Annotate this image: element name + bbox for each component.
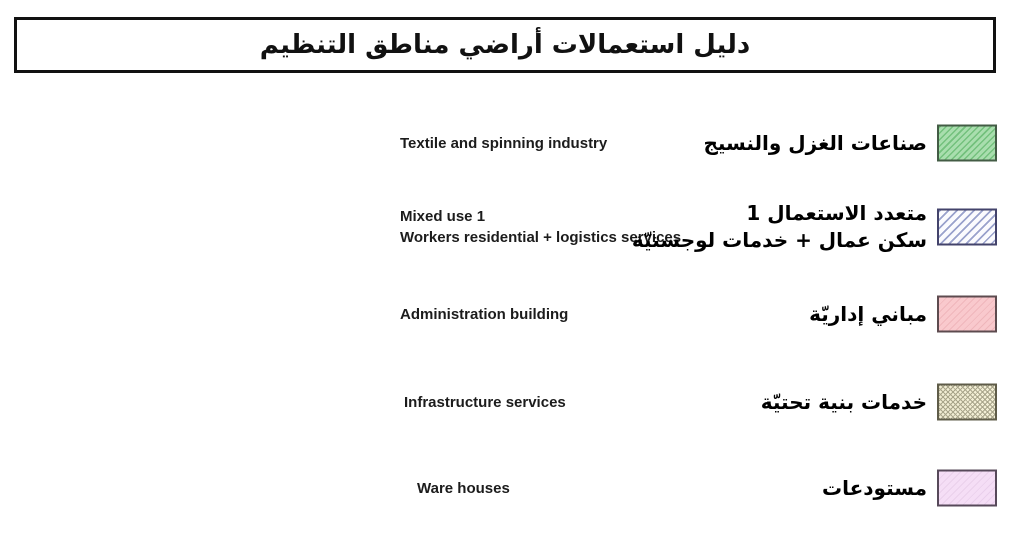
legend-ar-label — [632, 187, 927, 267]
ar-line: خدمات بنية تحتيّة — [760, 389, 927, 414]
legend-swatch-mixed-use-1 — [937, 209, 997, 246]
en-line: Ware houses — [417, 479, 510, 497]
legend-ar-label — [761, 362, 927, 442]
legend-en-label — [404, 362, 566, 442]
legend-ar-label — [809, 274, 927, 354]
ar-line: متعدد الاستعمال 1 — [746, 201, 927, 225]
title-box — [14, 17, 996, 73]
en-line: Workers residential + logistics services — [400, 229, 682, 246]
legend-swatch-warehouses — [937, 470, 997, 507]
en-line: Mixed use 1 — [400, 208, 486, 225]
legend-row-mixed-use-1 — [0, 187, 1024, 267]
legend-en-label — [417, 448, 510, 528]
page-title: دليل استعمالات أراضي مناطق التنظيم — [259, 30, 751, 60]
legend-en-label — [400, 103, 607, 183]
legend-row-warehouses — [0, 448, 1024, 528]
en-line: Administration building — [400, 305, 569, 323]
legend-ar-label — [703, 103, 927, 183]
ar-line: مستودعات — [822, 475, 927, 500]
en-line: Infrastructure services — [404, 393, 566, 411]
ar-line: مباني إداريّة — [809, 301, 927, 326]
legend-row-infrastructure-services — [0, 362, 1024, 442]
legend-swatch-infrastructure-services — [937, 384, 997, 421]
en-line: Textile and spinning industry — [400, 134, 608, 152]
legend-en-label — [400, 274, 568, 354]
legend-row-administration-building — [0, 274, 1024, 354]
ar-line: صناعات الغزل والنسيج — [703, 130, 927, 155]
legend-swatch-administration-building — [937, 296, 997, 333]
ar-line: سكن عمال + خدمات لوجستيّة — [631, 228, 927, 252]
legend-swatch-textile-industry — [937, 125, 997, 162]
legend-row-textile-industry — [0, 103, 1024, 183]
legend-ar-label — [822, 448, 927, 528]
